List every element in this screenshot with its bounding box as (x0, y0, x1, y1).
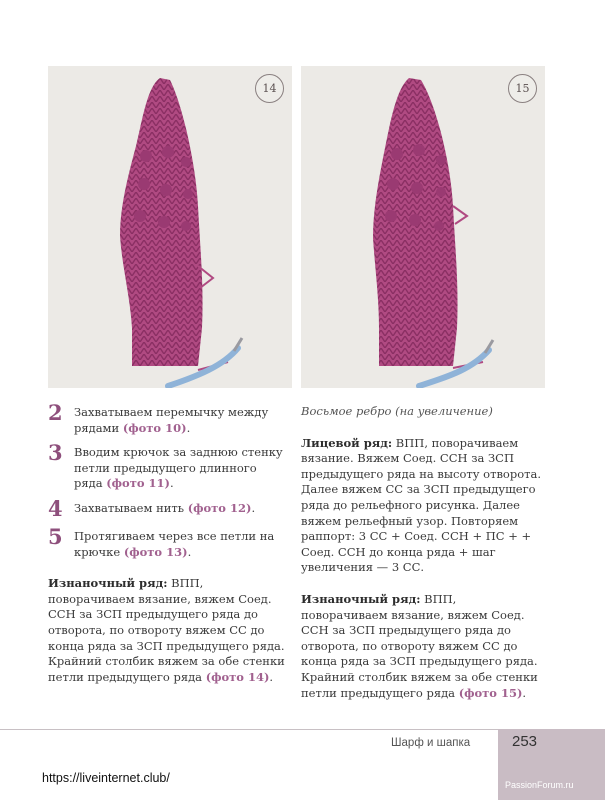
step-text: Захватываем нить (фото 12). (74, 500, 256, 515)
photo-number-badge: 14 (255, 74, 284, 103)
photo-number-badge: 15 (508, 74, 537, 103)
purl-row-paragraph: Изнаночный ряд: ВПП, поворачиваем вязание, вяжем Соед. ССН за ЗСП предыдущего ряда до отворота, по отвороту вяжем СС до конца ряда за ЗСП предыдущего ряда. Крайний столбик вяжем за обе стенки петли предыдущего ряда (фото 15). (301, 591, 538, 700)
photo-14 (48, 66, 292, 388)
page-number: 253 (512, 733, 538, 750)
step-text: Вводим крючок за заднюю стенку петли предыдущего длинного ряда (фото 11). (74, 445, 283, 491)
left-column (48, 402, 288, 685)
step-4 (48, 495, 288, 521)
footer-divider (0, 729, 498, 730)
step-number: 3 (48, 440, 63, 466)
purl-row-label: Изнаночный ряд: (301, 591, 421, 606)
photo-15 (301, 66, 545, 388)
step-number: 2 (48, 400, 63, 425)
knit-row-label: Лицевой ряд: (301, 435, 393, 450)
source-link[interactable]: https://liveinternet.club/ (42, 771, 170, 785)
photo-ref: (фото 10) (122, 420, 187, 435)
right-column (301, 404, 543, 701)
rib-title: Восьмое ребро (на увеличение) (301, 404, 493, 418)
knitted-sample-image (48, 66, 292, 388)
step-number: 5 (48, 523, 63, 549)
step-text: Захватываем перемычку между рядами (фото 10). (74, 405, 269, 435)
step-5 (48, 523, 288, 560)
watermark-text: PassionForum.ru (505, 780, 574, 790)
step-text: Протягиваем через все петли на крючке (фото 13). (74, 528, 275, 559)
step-3 (48, 442, 288, 492)
section-title: Шарф и шапка (391, 737, 471, 749)
knitted-sample-image (301, 66, 545, 388)
purl-row-paragraph: Изнаночный ряд: ВПП, поворачиваем вязание, вяжем Соед. ССН за ЗСП предыдущего ряда до отворота, по отвороту вяжем СС до конца ряда за ЗСП предыдущего ряда. Крайний столбик вяжем за обе стенки петли предыдущего ряда (фото 14). (48, 576, 285, 684)
photo-ref: (фото 11) (106, 476, 170, 491)
photo-ref: (фото 15) (458, 685, 523, 700)
photo-ref: (фото 13) (123, 544, 188, 559)
purl-row-label: Изнаночный ряд: (48, 576, 168, 591)
step-2 (48, 402, 288, 436)
photo-ref: (фото 12) (187, 500, 252, 515)
step-number: 4 (48, 495, 63, 521)
knit-row-paragraph: Лицевой ряд: ВПП, поворачиваем вязание. Вяжем Соед. ССН за ЗСП предыдущего ряда на высоту отворота. Далее вяжем СС за ЗСП предыдущего ряда до рельефного рисунка. Далее вяжем рельефный узор. Повторяем раппорт: 3 СС + Соед. ССН + ПС + + Соед. ССН до конца ряда + шаг увеличения — 3 СС. (301, 435, 542, 575)
photo-ref: (фото 14) (205, 669, 270, 684)
